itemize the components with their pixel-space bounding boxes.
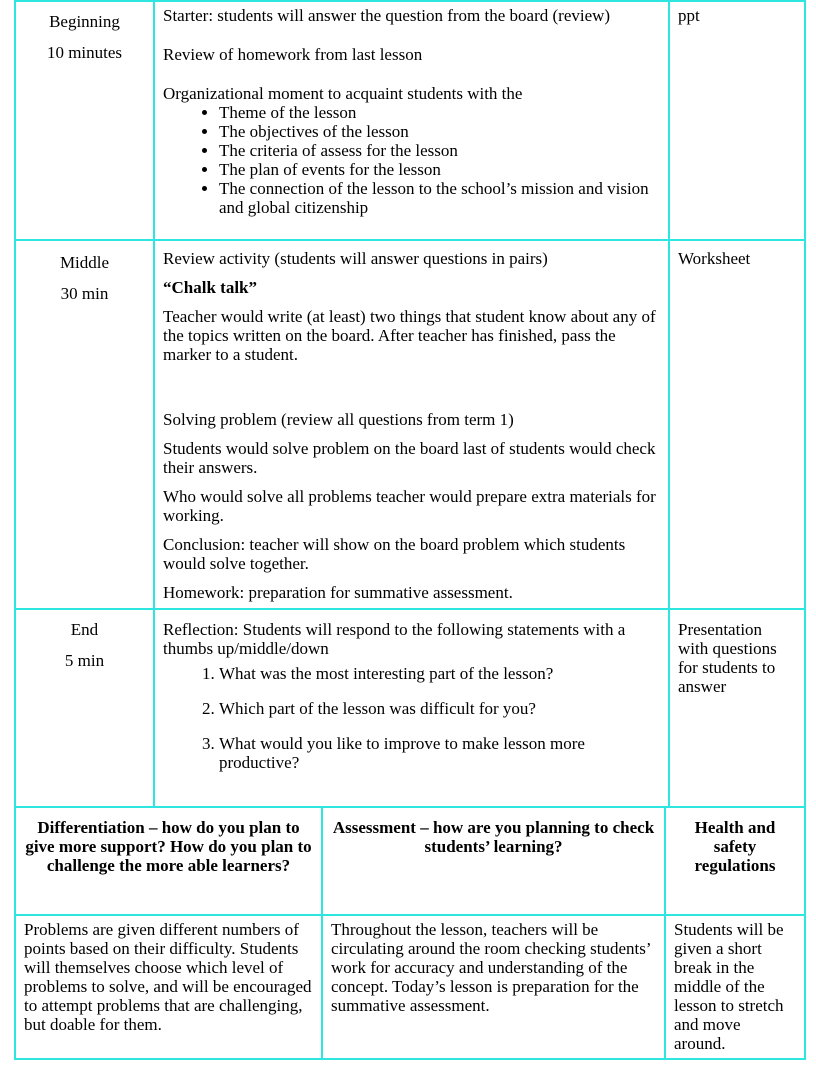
chalk-talk-desc: Teacher would write (at least) two things that student know about any of the topics written on the board. After teacher has finished, pass the marker to a student. (163, 307, 656, 364)
stage-name: End (70, 620, 99, 639)
stage-name: Middle (59, 253, 110, 272)
list-item: • The objectives of the lesson (219, 122, 660, 141)
reflection-text: Reflection: Students will respond to the following statements with a thumbs up/middle/down (163, 620, 626, 658)
reflection-questions (163, 664, 660, 772)
extra-text: Who would solve all problems teacher would prepare extra materials for working. (163, 487, 656, 525)
assessment-text: Throughout the lesson, teachers will be circulating around the room checking students’ work for accuracy and understanding of the concept. Today’s lesson is preparation for the summative assessment. (322, 915, 665, 1059)
conclusion-text: Conclusion: teacher will show on the board problem which students would solve together. (163, 535, 626, 573)
bottom-header-row (15, 807, 805, 915)
stage-name: Beginning (49, 12, 120, 31)
stage-resource: Worksheet (669, 240, 805, 609)
list-item: • Theme of the lesson (219, 103, 660, 122)
stage-cell (15, 1, 154, 240)
list-item: • The connection of the lesson to the school’s mission and vision and global citizenship (219, 179, 660, 217)
stage-cell (15, 240, 154, 609)
stage-resource: Presentation with questions for students to answer (669, 609, 805, 807)
review-activity-text: Review activity (students will answer questions in pairs) (163, 249, 548, 268)
differentiation-header: Differentiation – how do you plan to give more support? How do you plan to challenge the more able learners? (15, 807, 322, 915)
chalk-talk-title: “Chalk talk” (163, 278, 257, 297)
stage-row-middle (15, 240, 805, 609)
bottom-content-row (15, 915, 805, 1059)
differentiation-text: Problems are given different numbers of points based on their difficulty. Students will themselves choose which level of problems to solve, and will be encouraged to attempt problems that are challenging, but doable for them. (15, 915, 322, 1059)
list-item: • The plan of events for the lesson (219, 160, 660, 179)
bottom-table (14, 806, 806, 1060)
lesson-plan (14, 0, 804, 1060)
stage-activities (154, 609, 669, 807)
health-safety-text: Students will be given a short break in the middle of the lesson to stretch and move around. (665, 915, 805, 1059)
lesson-stages-table (14, 0, 806, 808)
stage-row-end (15, 609, 805, 807)
org-intro: Organizational moment to acquaint students with the (163, 84, 523, 103)
health-safety-header: Health and safety regulations (665, 807, 805, 915)
list-item: 3. What would you like to improve to make lesson more productive? (219, 734, 660, 772)
list-item: • The criteria of assess for the lesson (219, 141, 660, 160)
solve-desc: Students would solve problem on the board last of students would check their answers. (163, 439, 656, 477)
stage-resource: ppt (669, 1, 805, 240)
list-item: 1. What was the most interesting part of the lesson? (219, 664, 660, 683)
stage-activities (154, 1, 669, 240)
homework-text: Homework: preparation for summative assessment. (163, 583, 513, 602)
list-item: 2. Which part of the lesson was difficult for you? (219, 699, 660, 718)
stage-time: 5 min (64, 651, 105, 670)
stage-time: 30 min (60, 284, 109, 303)
assessment-header: Assessment – how are you planning to check students’ learning? (322, 807, 665, 915)
solving-text: Solving problem (review all questions from term 1) (163, 410, 514, 429)
stage-activities (154, 240, 669, 609)
org-list (163, 103, 660, 217)
stage-row-beginning (15, 1, 805, 240)
review-text: Review of homework from last lesson (163, 45, 423, 64)
starter-text: Starter: students will answer the question from the board (review) (163, 6, 611, 25)
stage-cell (15, 609, 154, 807)
stage-time: 10 minutes (46, 43, 123, 62)
